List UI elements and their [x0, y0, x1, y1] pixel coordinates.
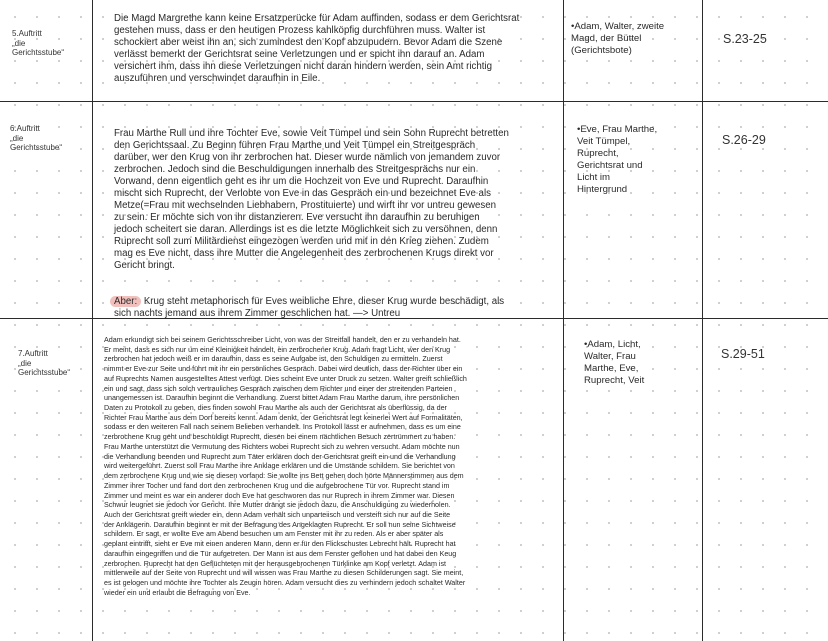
characters-row-3: •Adam, Licht, Walter, Frau Marthe, Eve, Ruprecht, Veit [584, 339, 645, 386]
column-divider-1 [92, 0, 93, 641]
pages-row-2: S.26-29 [722, 133, 766, 147]
note-row-2 [114, 296, 554, 320]
pages-row-3: S.29-51 [721, 347, 765, 361]
description-row-3: Adam erkundigt sich bei seinem Gerichtsschreiber Licht, von was der Streitfall handelt, den er zu verhandeln hat. Er meint, dass es sich nur um eine Kleinigkeit handelt, ein zerbrochener Krug. Adam fragt Licht, wer den Krug zerbrochen hat jedoch weiß er im daraufhin, dass es seine Aufgabe ist, den Schuldigen zu ermitteln. Zuerst nimmt er Eve zur Seite und führt mit ihr ein persönliches Gespräch. Dabei wird deutlich, dass der Richter über ein auf Ruprechts Namen ausgestelltes Attest verfügt. Dies scheint Eve unter Druck zu setzen. Walter greift schließlich ein und sagt, dass sich solch vertrauliches Gespräch zwischen dem Richter und einer der streitenden Parteien unangemessen ist. Daraufhin beginnt die Verhandlung. Zuerst bittet Adam Frau Marthe darum, ihre persönlichen Daten zu Protokoll zu geben, dies finden sowohl Frau Marthe als auch der Gerichtsrat als überflüssig, da der Richter Frau Marthe aus dem Dorf bereits kennt. Adam denkt, der Gerichtsrat legt keinerlei Wert auf Formalitäten, sodass er den weiteren Fall nach seinem Belieben verhandelt. Ins Protokoll lässt er aufnehmen, dass es um eine zerbrochene Krug geht und beschuldigt Ruprecht, diesen bei einem nächtlichen Besuch zertrümmert zu haben. Frau Marthe unterstützt die Vermutung des Richters wobei Ruprecht sich zu wehren versucht. Adam möchte nun die Verhandlung beenden und Ruprecht zum Täter erklären doch der Gerichtsrat greift ein und die Verhandlung wird weitergeführt. Zuerst soll Frau Marthe ihre Anklage erklären und die Umstände schildern. Sie berichtet von dem zerbrochene Krug und wie sie diesen vorfand: Sie wollte ins Bett gehen doch hörte Männerstimmen aus dem Zimmer ihrer Tocher und fand dort den zerbrochenen Krug und die aufgebrochene Tür vor. Ruprecht stand im Zimmer und meint es war ein anderer doch Eve hat geschworen das nur Ruprech in ihrem Zimmer war. Diesen Schwur leugnet sie jedoch vor Gericht. Ihre Mutter drängt sie jedoch dazu, die Anschuldigung zu wiederholen. Auch der Gerichtsrat greift wieder ein, denn Adam verhält sich unparteiisch und versteift sich nur auf die Seite der Anklägerin. Daraufhin beginnt er mit der Befragung des Angeklagten Ruprecht. Er soll nun seine Sichtweise schildern. Er sagt, er wollte Eve am Abend besuchen um am Fenster mit ihr zu reden. Als er aber später als geplant eintrifft, sieht er Eve mit einen anderen Mann, denn er für den Flickschuster Lebrecht hält. Ruprecht hat daraufhin eingegriffen und die Tür aufgetreten. Der Mann ist aus dem Fenster geflohen und hat dabei den Keug zerbrochen. Ruprecht hat den Geflüchteten mit der herausgebrochenen Türklinke am Kopf verletzt. Adam ist mittlerweile auf der Seite von Ruprecht und will wissen was Frau Marthe zu diesen Schilderungen sagt. Sie meint, es ist gelogen und möchte ihre Tochter als Zeugin hören. Adam versucht dies zu verhindern jedoch schaltet Walter wieder ein und erlaubt die Befragung von Eve. [104, 336, 467, 597]
description-main-row-2: Frau Marthe Rull und ihre Tochter Eve, sowie Veit Tümpel und sein Sohn Ruprecht betretten den Gerichtssaal. Zu Beginn führen Frau Marthe und Veit Tümpel ein Streitgespräch darüber, wer den Krug von ihr zerbrochen hat. Dieser wurde nämlich von jemandem zuvor zerbrochen. Jedoch sind die Beschuldigungen innerhalb des Streitgesprächs nur ein Vorwand, denn eigentlich geht es ihr um die Hochzeit von Eve und Ruprecht. Daraufhin mischt sich Ruprecht, der Verlobte von Eve in das Gespräch ein und bezeichnet Eve als Metze(=Frau mit wechselnden Liebhabern, Prostituierte) und wirft ihr vor untreu gewesen zu sein. Er möchte sich von ihr distanzieren. Eve versucht ihn daraufhin zu beruhigen jedoch scheitert sie daran. Allerdings ist es die letzte Möglichkeit sich zu versöhnen, denn Ruprecht soll zum Militärdienst eingezogen werden und mit in den Krieg ziehen. Zudem mag es Eve nicht, dass ihre Mutter die Angelegenheit des zerbrochenen Krugs direkt vor Gericht bringt. [114, 128, 509, 271]
note-text-row-2: Krug steht metaphorisch für Eves weibliche Ehre, dieser Krug wurde beschädigt, als sich nachts jemand aus ihrem Zimmer geschlichen hat. —> Untreu [114, 296, 505, 319]
pages-row-1: S.23-25 [723, 32, 767, 46]
characters-row-1: •Adam, Walter, zweite Magd, der Büttel (Gerichtsbote) [571, 21, 665, 56]
column-divider-3 [702, 0, 703, 641]
description-row-1: Die Magd Margrethe kann keine Ersatzperücke für Adam auffinden, sodass er dem Gerichtsrat gestehen muss, dass er den heutigen Prozess kahlköpfig durchführen muss. Walter ist schockiert aber weist ihn an, sich zumindest den Kopf abzupudern. Bevor Adam die Szene verlässt bemerkt der Gerichtsrat seine Verletzungen und er spicht ihn darauf an. Adam versichert ihm, dass ihn diese Verletzungen nicht daran hindern werden, sein Amt richtig auszuführen und verschwindet daraufhin in Eile. [114, 13, 520, 84]
row-divider-1 [0, 101, 828, 102]
characters-row-2: •Eve, Frau Marthe, Veit Tümpel, Ruprecht, Gerichtsrat und Licht im Hintergrund [577, 124, 658, 195]
scene-label-row-3: 7.Auftritt „die Gerichtsstube“ [18, 349, 71, 377]
column-divider-2 [563, 0, 564, 641]
description-row-2 [114, 116, 554, 332]
note-label-highlight: Aber: [110, 296, 141, 307]
scene-label-row-1: 5.Auftritt „die Gerichtsstube“ [12, 29, 65, 57]
scene-label-row-2: 6.Auftritt „die Gerichtsstube“ [10, 124, 63, 152]
